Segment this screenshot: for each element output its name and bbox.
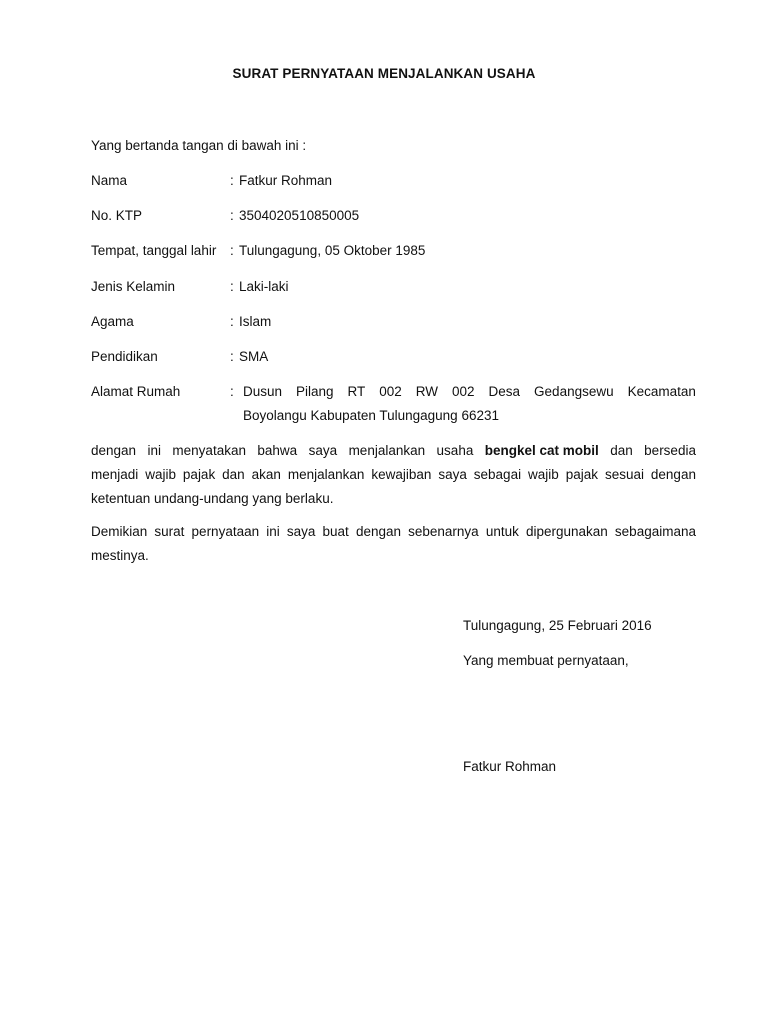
field-colon: : <box>230 349 234 364</box>
business-type-bold: bengkel cat mobil <box>484 443 599 458</box>
address-word: 002 <box>379 384 402 399</box>
field-label: Jenis Kelamin <box>91 279 176 294</box>
statement-line-1 <box>91 439 696 463</box>
field-row-ktp <box>91 208 696 228</box>
signature-place-date: Tulungagung, 25 Februari 2016 <box>463 618 652 633</box>
field-row-religion <box>91 314 696 334</box>
field-row-nama <box>91 173 696 193</box>
signature-maker-label: Yang membuat pernyataan, <box>463 653 629 668</box>
field-value: Tulungagung, 05 Oktober 1985 <box>239 243 426 258</box>
field-colon: : <box>230 243 234 258</box>
statement-word: menyatakan <box>172 443 246 458</box>
address-word: Desa <box>488 384 521 399</box>
field-colon: : <box>230 384 234 399</box>
field-label: Tempat, tanggal lahir <box>91 243 217 258</box>
closing-word: sebenarnya <box>408 524 479 539</box>
closing-word: ini <box>266 524 280 539</box>
closing-word: saya <box>286 524 316 539</box>
address-word: Kecamatan <box>627 384 696 399</box>
closing-word: surat <box>154 524 185 539</box>
address-line-2: Boyolangu Kabupaten Tulungagung 66231 <box>243 408 499 423</box>
signature-name: Fatkur Rohman <box>463 759 557 774</box>
statement-word: usaha <box>436 443 474 458</box>
field-colon: : <box>230 314 234 329</box>
statement-word: sesuai <box>604 467 644 482</box>
field-value: Laki-laki <box>239 279 289 294</box>
statement-word: menjadi <box>91 467 139 482</box>
statement-word: kewajiban <box>371 467 432 482</box>
closing-line-1 <box>91 520 696 544</box>
field-value: 3504020510850005 <box>239 208 360 223</box>
statement-word: sebagai <box>473 467 522 482</box>
closing-word: untuk <box>485 524 519 539</box>
statement-word: dengan <box>91 443 137 458</box>
field-label: Alamat Rumah <box>91 384 181 399</box>
statement-paragraph <box>91 439 696 511</box>
address-line-1 <box>243 380 696 404</box>
statement-word: wajib <box>145 467 176 482</box>
intro-text: Yang bertanda tangan di bawah ini : <box>91 138 307 153</box>
statement-word: dengan <box>650 467 696 482</box>
closing-word: dengan <box>355 524 401 539</box>
closing-word: Demikian <box>91 524 148 539</box>
closing-word: pernyataan <box>191 524 260 539</box>
field-label: Agama <box>91 314 134 329</box>
closing-word: buat <box>322 524 349 539</box>
field-row-birth <box>91 243 696 263</box>
statement-line-3: ketentuan undang-undang yang berlaku. <box>91 491 334 506</box>
closing-paragraph <box>91 520 696 568</box>
field-label: No. KTP <box>91 208 143 223</box>
field-value: SMA <box>239 349 269 364</box>
statement-word: pajak <box>565 467 598 482</box>
address-word: RT <box>347 384 366 399</box>
statement-line-2 <box>91 463 696 487</box>
statement-word: saya <box>438 467 467 482</box>
field-value: Fatkur Rohman <box>239 173 333 188</box>
field-colon: : <box>230 173 234 188</box>
field-colon: : <box>230 208 234 223</box>
statement-word: bahwa <box>257 443 298 458</box>
statement-word: akan <box>251 467 281 482</box>
statement-word: saya <box>308 443 338 458</box>
statement-word: ini <box>147 443 161 458</box>
address-word: Dusun <box>243 384 283 399</box>
statement-word: bersedia <box>644 443 696 458</box>
field-value: Islam <box>239 314 272 329</box>
address-word: Pilang <box>296 384 334 399</box>
statement-word: wajib <box>528 467 559 482</box>
field-label: Pendidikan <box>91 349 158 364</box>
field-label: Nama <box>91 173 128 188</box>
address-word: RW <box>415 384 439 399</box>
statement-word: dan <box>610 443 633 458</box>
address-word: 002 <box>452 384 475 399</box>
statement-word: pajak <box>182 467 216 482</box>
closing-line-2: mestinya. <box>91 548 149 563</box>
field-row-gender <box>91 279 696 299</box>
closing-word: dipergunakan <box>525 524 608 539</box>
closing-word: sebagaimana <box>614 524 696 539</box>
field-row-address <box>91 384 696 432</box>
statement-word: dan <box>222 467 245 482</box>
address-value <box>243 380 696 428</box>
field-colon: : <box>230 279 234 294</box>
statement-word: menjalankan <box>348 443 426 458</box>
address-word: Gedangsewu <box>534 384 614 399</box>
document-title: SURAT PERNYATAAN MENJALANKAN USAHA <box>232 66 536 81</box>
statement-word: menjalankan <box>287 467 365 482</box>
field-row-education <box>91 349 696 369</box>
